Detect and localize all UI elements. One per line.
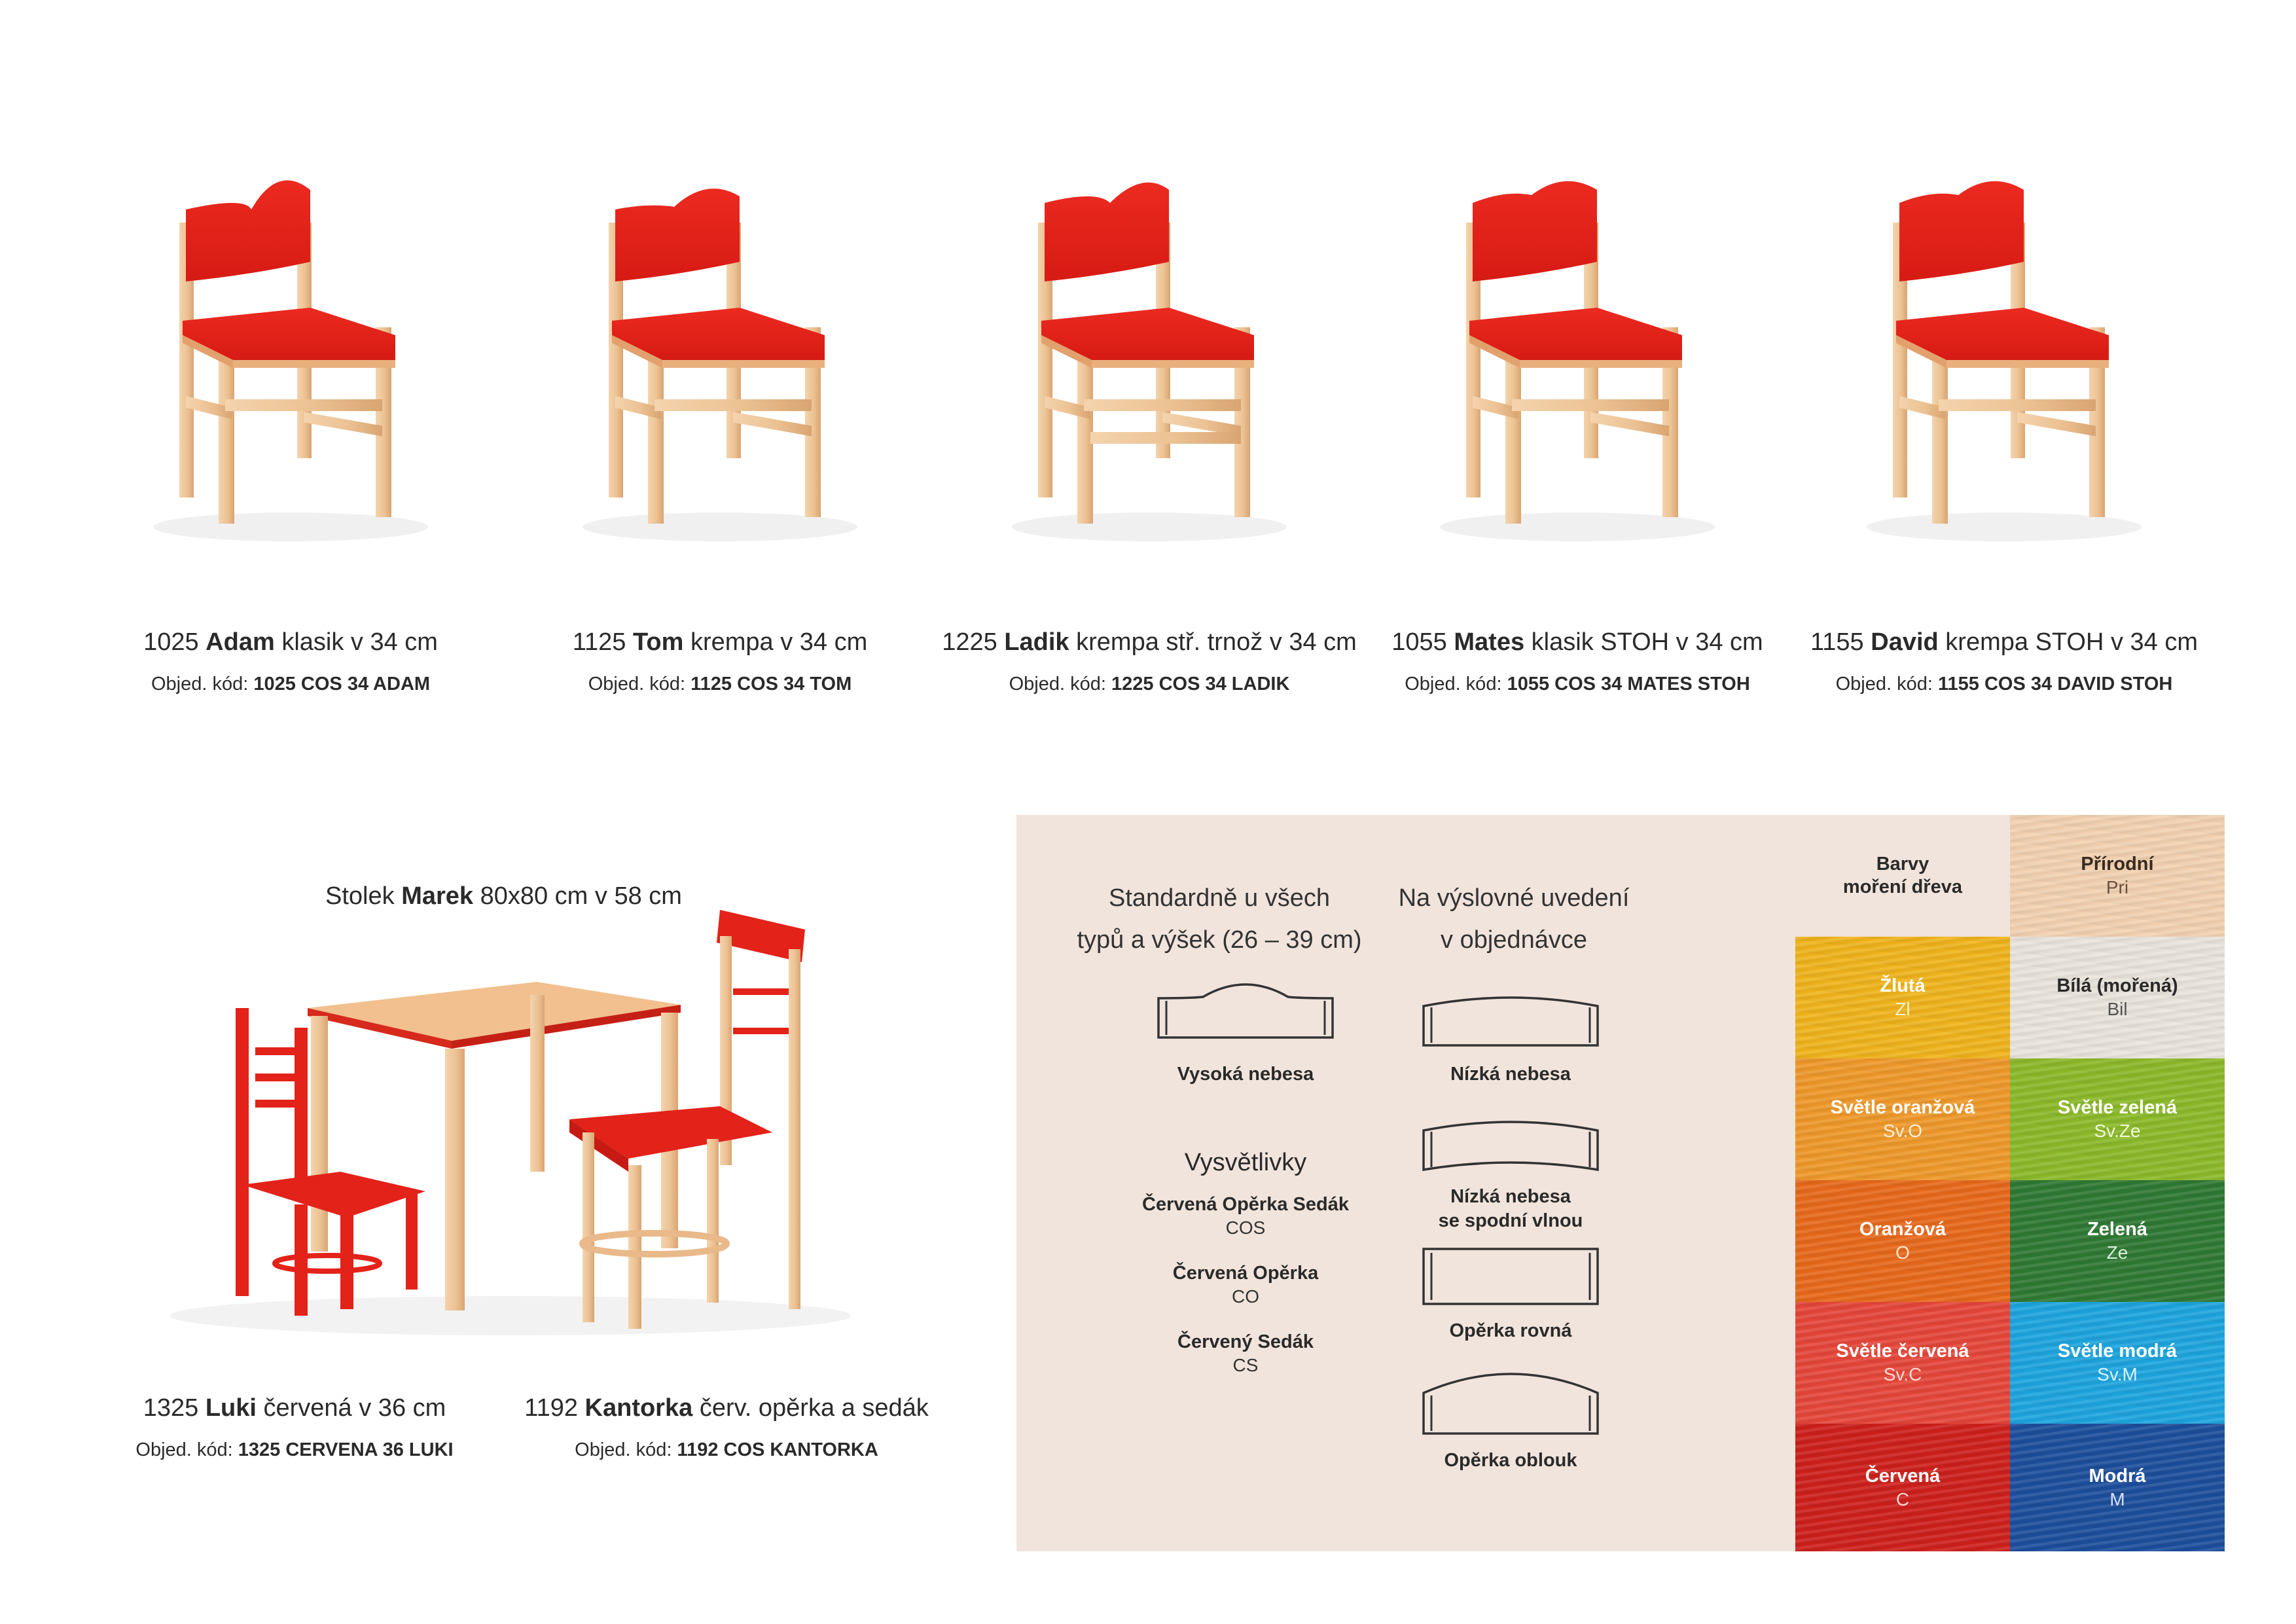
product-title: 1325 Luki červená v 36 cm (143, 1394, 446, 1422)
chair-photo-tom (550, 164, 890, 569)
low-canopy-wave-icon (1416, 1116, 1605, 1182)
table-set-item (517, 1394, 936, 1461)
legend-item: Červená Opěrka CO (1172, 1263, 1319, 1307)
color-code: O (1895, 1242, 1910, 1263)
color-swatch (1795, 937, 2010, 1058)
chair-photo-david (1834, 164, 2174, 569)
product-card (511, 164, 929, 695)
color-swatch (2010, 937, 2225, 1058)
color-code: Sv.Ze (2094, 1121, 2141, 1141)
shape-label: Nízká nebesa (1450, 1064, 1571, 1085)
standard-heading: Standardně u všech typů a výšek (26 – 39 cm) (1077, 884, 1362, 954)
color-name: Červená (1865, 1465, 1941, 1487)
color-name: Světle modrá (2057, 1341, 2178, 1362)
color-swatch (1795, 1302, 2010, 1424)
order-code: Objed. kód: 1025 COS 34 ADAM (151, 674, 431, 695)
legend-item: Červená Opěrka Sedák COS (1142, 1194, 1349, 1238)
shape-low-canopy (1409, 992, 1612, 1054)
table-title: Stolek Marek 80x80 cm v 58 cm (325, 882, 682, 910)
product-title: 1225 Ladik krempa stř. trnož v 34 cm (942, 628, 1357, 656)
color-code: Sv.M (2097, 1364, 2138, 1384)
color-code: Sv.C (1883, 1364, 1922, 1384)
order-code: Objed. kód: 1225 COS 34 LADIK (1009, 674, 1290, 695)
legend-title: Vysvětlivky (1184, 1149, 1307, 1176)
product-card (1368, 164, 1787, 695)
arched-back-icon (1416, 1368, 1605, 1440)
request-heading: Na výslovné uvedení v objednávce (1398, 884, 1630, 954)
table-set-photo (144, 897, 884, 1355)
high-canopy-icon (1151, 979, 1340, 1044)
product-title: 1025 Adam klasik v 34 cm (143, 628, 438, 656)
order-code: Objed. kód: 1155 COS 34 DAVID STOH (1835, 674, 2173, 695)
color-name: Světle zelená (2057, 1097, 2178, 1118)
color-swatch (2010, 1058, 2225, 1180)
straight-back-icon (1416, 1244, 1605, 1309)
color-swatch (2010, 815, 2225, 937)
color-swatch (2010, 1302, 2225, 1424)
order-code: Objed. kód: 1192 COS KANTORKA (575, 1439, 878, 1460)
low-canopy-icon (1416, 992, 1605, 1051)
chair-photo-mates (1407, 164, 1748, 569)
legend-item: Červený Sedák CS (1177, 1331, 1314, 1375)
color-code: Bil (2107, 999, 2128, 1019)
chair-photo-ladik (979, 164, 1319, 569)
color-code: Sv.O (1882, 1121, 1923, 1141)
color-code: C (1895, 1489, 1910, 1509)
shape-label: Opěrka rovná (1449, 1320, 1572, 1341)
color-header: Barvy moření dřeva (1842, 854, 1963, 897)
shape-low-canopy-wave (1409, 1116, 1612, 1185)
color-name: Zelená (2087, 1219, 2147, 1240)
product-title: 1192 Kantorka červ. opěrka a sedák (524, 1394, 929, 1422)
info-panel (1016, 815, 1795, 1551)
color-swatch (1795, 1058, 2010, 1180)
shape-straight-back (1409, 1244, 1612, 1312)
product-card (81, 164, 500, 695)
color-swatch (1795, 1180, 2010, 1302)
product-title: 1155 David krempa STOH v 34 cm (1810, 628, 2198, 656)
order-code: Objed. kód: 1325 CERVENA 36 LUKI (135, 1439, 454, 1460)
color-code: Pri (2106, 877, 2129, 897)
color-code: Ze (2106, 1242, 2128, 1263)
color-code: Zl (1895, 999, 1910, 1019)
color-code: M (2109, 1489, 2125, 1509)
color-name: Oranžová (1859, 1219, 1946, 1240)
color-name: Světle oranžová (1830, 1097, 1975, 1118)
shape-high-canopy (1147, 979, 1344, 1047)
shape-arched-back (1409, 1368, 1612, 1443)
shape-label: Vysoká nebesa (1177, 1064, 1314, 1085)
color-name: Modrá (2089, 1465, 2146, 1487)
color-name: Bílá (mořená) (2056, 975, 2178, 996)
order-code: Objed. kód: 1055 COS 34 MATES STOH (1405, 674, 1750, 695)
shape-label: Nízká nebesa se spodní vlnou (1438, 1186, 1583, 1231)
color-swatch (2010, 1180, 2225, 1302)
order-code: Objed. kód: 1125 COS 34 TOM (588, 674, 852, 695)
color-swatch (2010, 1424, 2225, 1551)
color-name: Žlutá (1880, 975, 1926, 996)
product-title: 1055 Mates klasik STOH v 34 cm (1391, 628, 1763, 656)
table-set-item (85, 1394, 504, 1461)
color-name: Světle červená (1836, 1341, 1969, 1362)
color-name: Přírodní (2081, 854, 2154, 875)
shape-label: Opěrka oblouk (1444, 1450, 1577, 1471)
chair-photo-adam (120, 164, 461, 569)
color-grid (1795, 815, 2225, 1551)
color-swatch (1795, 1424, 2010, 1551)
product-title: 1125 Tom krempa v 34 cm (572, 628, 868, 656)
product-card (1795, 164, 2214, 695)
product-card (940, 164, 1359, 695)
